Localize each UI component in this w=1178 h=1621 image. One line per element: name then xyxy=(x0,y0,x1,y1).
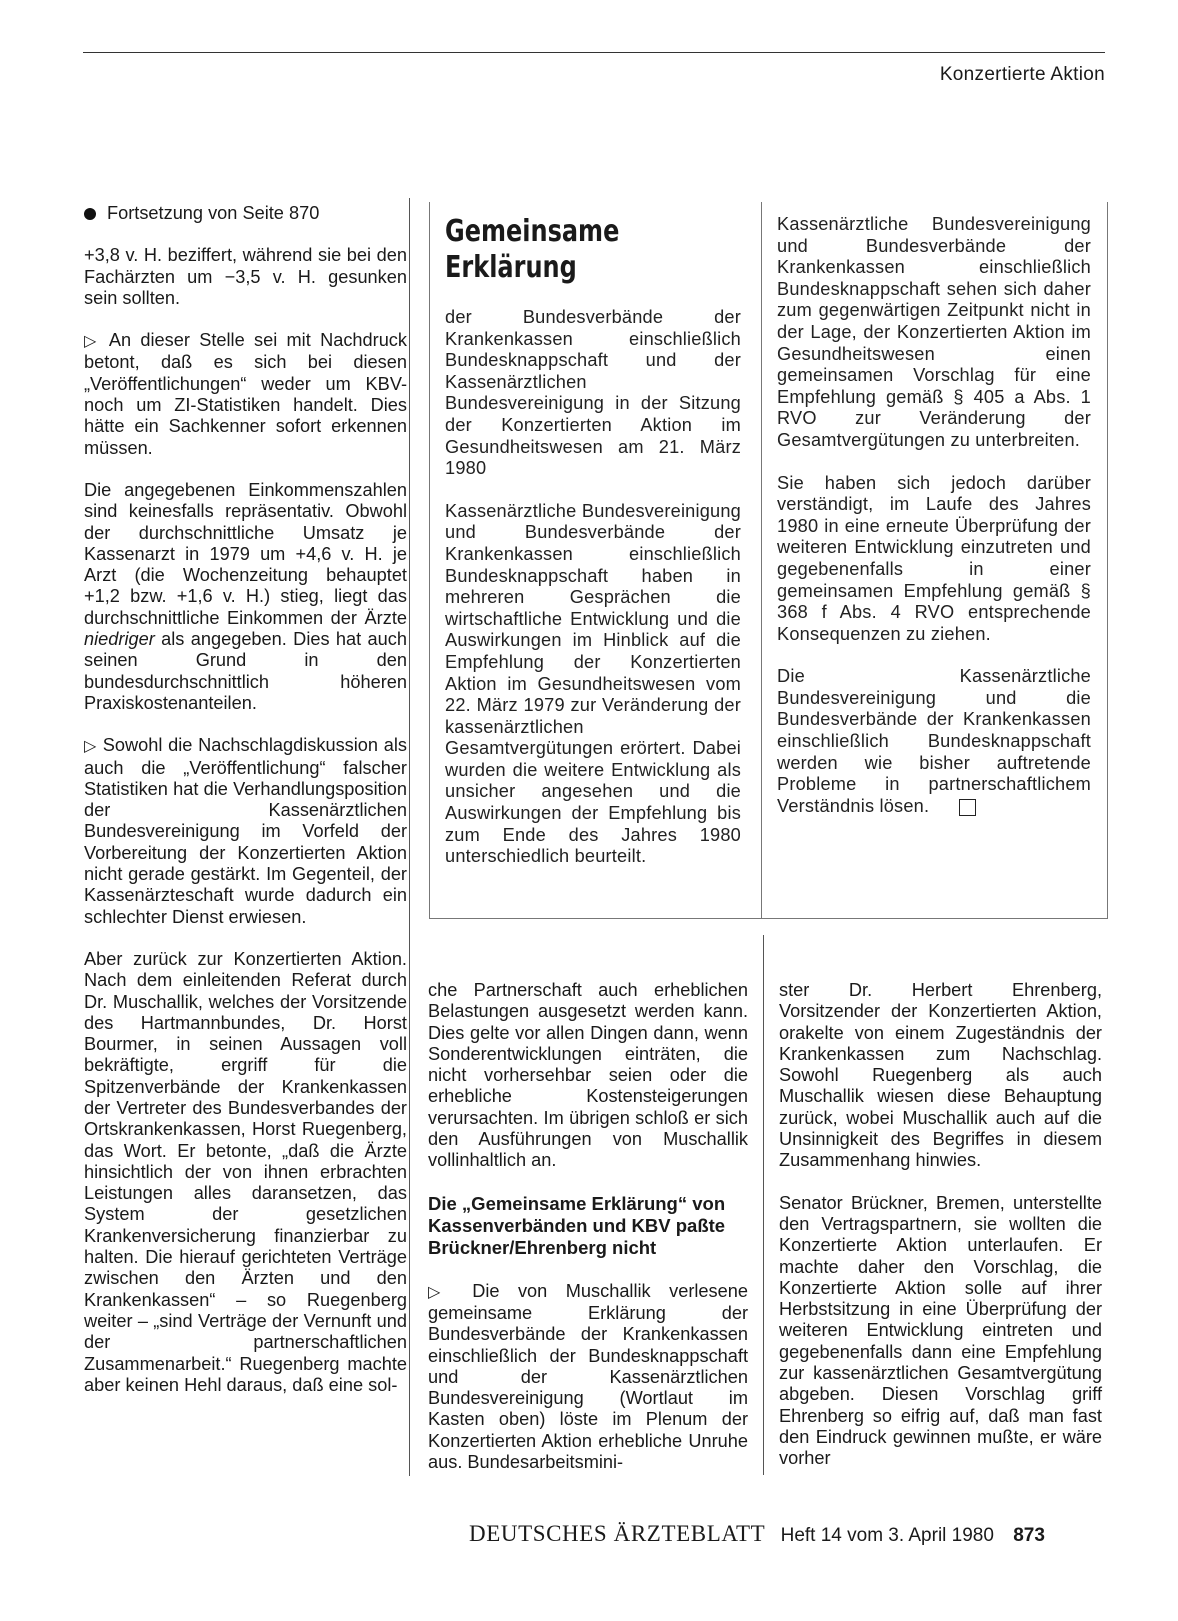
paragraph: +3,8 v. H. beziffert, während sie bei den Fachärzten um −3,5 v. H. gesunken sein sollten. xyxy=(84,245,407,308)
paragraph: che Partnerschaft auch erheblichen Belastungen ausgesetzt werden kann. Dies gelte vor allen Dingen dann, wenn Sonderentwicklungen einträten, die nicht vorhersehbar seien oder die erhebliche Kostensteigerungen verursachten. Im übrigen schloß er sich den Ausführungen von Muschallik vollinhaltlich an. xyxy=(428,980,748,1171)
page-footer xyxy=(469,1521,1105,1547)
emphasis: niedriger xyxy=(84,629,155,650)
bullet-icon xyxy=(84,208,96,220)
continuation-note xyxy=(84,203,407,224)
column-divider xyxy=(763,935,764,1475)
box-paragraph: Kassenärztliche Bundesvereinigung und Bundesverbände der Krankenkassen einschließlich Bundesknappschaft sehen sich daher zum gegenwärtigen Zeitpunkt nicht in der Lage, der Konzertierten Aktion im Gesundheitswesen einen gemeinsamen Vorschlag für eine Empfehlung gemäß § 405 a Abs. 1 RVO zur Veränderung der Gesamtvergütungen zu unterbreiten. xyxy=(777,214,1091,450)
box-column-divider xyxy=(761,202,762,918)
subheading: Die „Gemeinsame Erklärung“ von Kassenverbänden und KBV paßte Brückner/Ehrenberg nicht xyxy=(428,1192,726,1258)
box-title: Gemeinsame Erklärung xyxy=(445,214,620,285)
triangle-icon: ▷ xyxy=(84,738,97,756)
column-divider xyxy=(409,198,410,1476)
paragraph: ster Dr. Herbert Ehrenberg, Vorsitzender der Konzertierten Aktion, orakelte von einem Zugeständnis der Krankenkassen zum Nachschlag. Sowohl Ruegenberg als auch Muschallik wiesen diese Behauptung zurück, wobei Muschallik auch auf die Unsinnigkeit des Begriffes in diesem Zusammenhang hinwies. xyxy=(779,980,1102,1171)
paragraph: ▷ Sowohl die Nachschlagdiskussion als auch die „Veröffentlichung“ falscher Statistiken hat die Verhandlungsposition der Kassenärztlichen Bundesvereinigung im Vorfeld der Vorbereitung der Konzertierten Aktion nicht gerade gestärkt. Im Gegenteil, der Kassenärzteschaft wurde dadurch ein schlechter Dienst erwiesen. xyxy=(84,735,408,927)
box-paragraph: Kassenärztliche Bundesvereinigung und Bundesverbände der Krankenkassen einschließlich Bundesknappschaft haben in mehreren Gesprächen die wirtschaftliche Entwicklung und die Auswirkungen im Hinblick auf die Empfehlung der Konzertierten Aktion im Gesundheitswesen vom 22. März 1979 zur Veränderung der kassenärztlichen Gesamtvergütungen erörtert. Dabei wurden die weitere Entwicklung als unsicher angesehen und die Auswirkungen der Empfehlung bis zum Ende des Jahres 1980 unterschiedlich beurteilt. xyxy=(445,500,741,867)
page-number: 873 xyxy=(1013,1525,1045,1546)
triangle-icon: ▷ xyxy=(428,1283,454,1301)
end-mark-icon xyxy=(959,799,976,816)
paragraph: ▷ An dieser Stelle sei mit Nachdruck betont, daß es sich bei diesen „Veröffentlichungen“ weder um KBV- noch um ZI-Statistiken handelt. Dies hätte ein Sachkenner sofort erkennen müssen. xyxy=(84,330,407,458)
issue-info: Heft 14 vom 3. April 1980 xyxy=(780,1525,994,1546)
paragraph: Senator Brückner, Bremen, unterstellte den Vertragspartnern, sie wollten die Konzertierte Aktion unterlaufen. Er machte daher den Vorschlag, die Konzertierte Aktion solle auf ihrer Herbstsitzung in eine Überprüfung der weiteren Entwicklung eintreten und gegebenenfalls dann eine Empfehlung zur kassenärztlichen Gesamtvergütung abgeben. Diesen Vorschlag griff Ehrenberg so eifrig auf, daß man fast den Eindruck gewinnen mußte, er wäre vorher xyxy=(779,1192,1102,1469)
declaration-box xyxy=(429,202,1108,919)
column-middle xyxy=(428,980,748,1473)
top-rule xyxy=(83,52,1105,53)
paragraph: ▷ Die von Muschallik verlesene gemeinsame Erklärung der Bundesverbände der Krankenkassen einschließlich der Bundesknappschaft und der Kassenärztlichen Bundesvereinigung (Wortlaut im Kasten oben) löste im Plenum der Konzertierten Aktion erhebliche Unruhe aus. Bundesarbeitsmini- xyxy=(428,1280,748,1473)
continuation-text: Fortsetzung von Seite 870 xyxy=(107,203,320,223)
box-intro: der Bundesverbände der Krankenkassen einschließlich Bundesknappschaft und der Kassenärztlichen Bundesvereinigung in der Sitzung der Konzertierten Aktion im Gesundheitswesen am 21. März 1980 xyxy=(445,307,741,479)
masthead: DEUTSCHES ÄRZTEBLATT xyxy=(469,1521,766,1546)
section-label: Konzertierte Aktion xyxy=(939,64,1105,85)
box-column-left xyxy=(445,307,741,889)
paragraph: Aber zurück zur Konzertierten Aktion. Nach dem einleitenden Referat durch Dr. Muschallik, welches der Vorsitzende des Hartmannbundes, Dr. Horst Bourmer, in seinen Aussagen voll bekräftigte, ergriff für die Spitzenverbände der Krankenkassen der Vertreter des Bundesverbandes der Ortskrankenkassen, Horst Ruegenberg, das Wort. Er betonte, „daß die Ärzte hinsichtlich der von ihnen erbrachten Leistungen alles daransetzen, das System der gesetzlichen Krankenversicherung finanzierbar zu halten. Die hierauf gerichteten Verträge zwischen den Ärzten und den Krankenkassen“ – so Ruegenberg weiter – „sind Verträge der Vernunft und der partnerschaftlichen Zusammenarbeit.“ Ruegenberg machte aber keinen Hehl daraus, daß eine sol- xyxy=(84,948,407,1395)
column-right xyxy=(779,980,1102,1470)
box-paragraph: Sie haben sich jedoch darüber verständigt, im Laufe des Jahres 1980 in eine erneute Überprüfung der weiteren Entwicklung einzutreten und gegebenenfalls in einer gemeinsamen Empfehlung gemäß § 368 f Abs. 4 RVO entsprechende Konsequenzen zu ziehen. xyxy=(777,472,1091,644)
column-left xyxy=(84,203,407,1396)
triangle-icon: ▷ xyxy=(84,333,101,351)
box-paragraph: Die Kassenärztliche Bundesvereinigung und die Bundesverbände der Krankenkassen einschließlich Bundesknappschaft werden wie bisher auftretende Probleme in partnerschaftlichem Verständnis lösen. xyxy=(777,666,1091,816)
box-column-right xyxy=(777,214,1091,838)
paragraph: Die angegebenen Einkommenszahlen sind keinesfalls repräsentativ. Obwohl der durchschnittliche Umsatz je Kassenarzt in 1979 um +4,6 v. H. je Arzt (die Wochenzeitung behauptet +1,2 bzw. +1,6 v. H.) stieg, liegt das durchschnittliche Einkommen der Ärzte niedriger als angegeben. Dies hat auch seinen Grund in den bundesdurchschnittlich höheren Praxiskostenanteilen. xyxy=(84,479,407,713)
